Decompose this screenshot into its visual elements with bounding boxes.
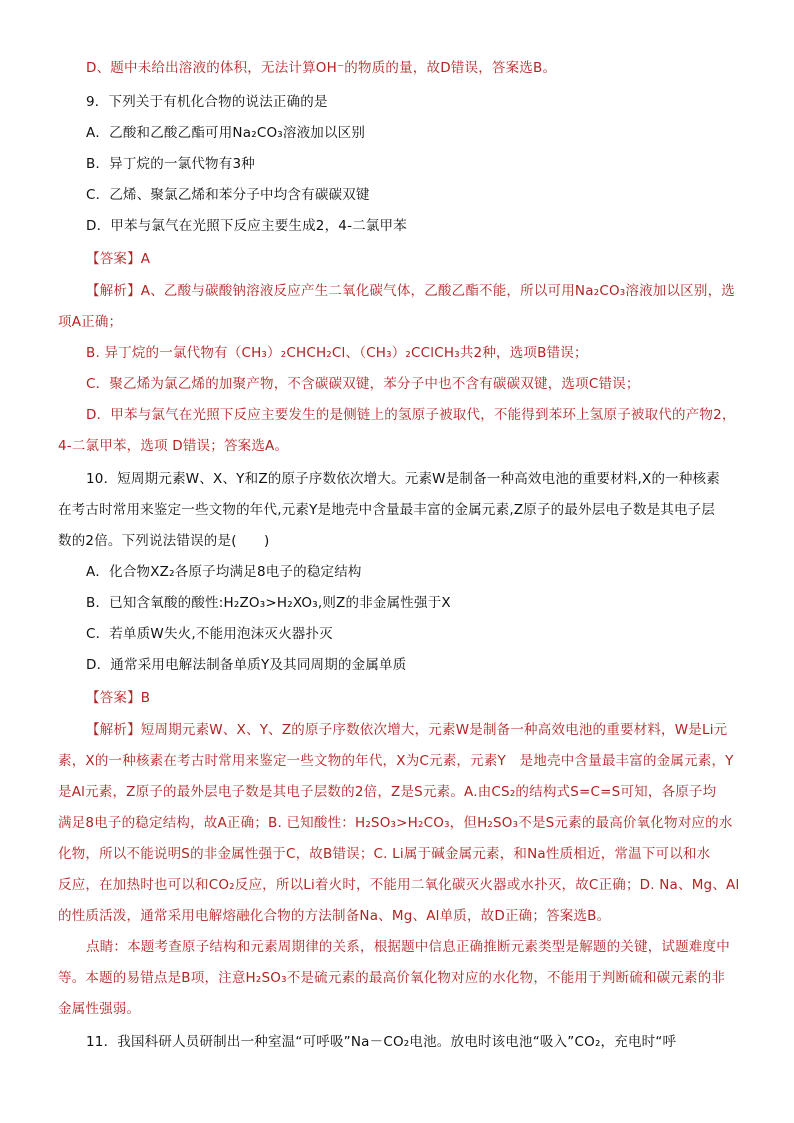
question-10-analysis-line-3: 是Al元素，Z原子的最外层电子数是其电子层数的2倍，Z是S元素。A.由CS₂的结构式S=C=S可知，各原子均 <box>58 784 717 800</box>
question-11-stem-line-1: 11．我国科研人员研制出一种室温“可呼吸”Na－CO₂电池。放电时该电池“吸入”CO₂，充电时“呼 <box>86 1034 677 1050</box>
question-10-stem-line-1: 10．短周期元素W、X、Y和Z的原子序数依次增大。元素W是制备一种高效电池的重要材料,X的一种核素 <box>86 471 720 487</box>
question-10-option-b: B．已知含氧酸的酸性:H₂ZO₃>H₂XO₃,则Z的非金属性强于X <box>86 595 451 611</box>
question-9-option-c: C．乙烯、聚氯乙烯和苯分子中均含有碳碳双键 <box>86 187 370 203</box>
question-9-analysis-line-2: 项A正确； <box>58 314 123 330</box>
question-9-analysis-b: B. 异丁烷的一氯代物有（CH₃）₂CHCH₂Cl、（CH₃）₂CClCH₃共2种，选项B错误； <box>86 345 588 361</box>
question-10-answer: 【答案】B <box>86 690 151 706</box>
question-10-analysis-line-4: 满足8电子的稳定结构，故A正确；B. 已知酸性：H₂SO₃>H₂CO₃，但H₂SO₃不是S元素的最高价氧化物对应的水 <box>58 815 733 831</box>
question-10-analysis-line-5: 化物，所以不能说明S的非金属性强于C，故B错误；C. Li属于碱金属元素，和Na性质相近，常温下可以和水 <box>58 846 711 862</box>
question-10-option-a: A．化合物XZ₂各原子均满足8电子的稳定结构 <box>86 564 362 580</box>
question-10-option-c: C．若单质W失火,不能用泡沫灭火器扑灭 <box>86 626 333 642</box>
question-10-analysis-line-1: 【解析】短周期元素W、X、Y、Z的原子序数依次增大，元素W是制备一种高效电池的重要材料，W是Li元 <box>86 722 728 738</box>
question-9-stem: 9．下列关于有机化合物的说法正确的是 <box>86 94 328 110</box>
question-9-option-a: A．乙酸和乙酸乙酯可用Na₂CO₃溶液加以区别 <box>86 125 366 141</box>
question-10-tip-line-3: 金属性强弱。 <box>58 1001 141 1017</box>
question-9-option-d: D．甲苯与氯气在光照下反应主要生成2，4-二氯甲苯 <box>86 218 407 234</box>
question-9-analysis-c: C．聚乙烯为氯乙烯的加聚产物，不含碳碳双键，苯分子中也不含有碳碳双键，选项C错误； <box>86 376 640 392</box>
question-10-stem-line-2: 在考古时常用来鉴定一些文物的年代,元素Y是地壳中含量最丰富的金属元素,Z原子的最外层电子数是其电子层 <box>58 502 716 518</box>
question-10-analysis-line-7: 的性质活泼，通常采用电解熔融化合物的方法制备Na、Mg、Al单质，故D正确；答案选B。 <box>58 908 611 924</box>
question-9-option-b: B．异丁烷的一氯代物有3种 <box>86 156 255 172</box>
question-10-stem-line-3: 数的2倍。下列说法错误的是( ) <box>58 533 270 549</box>
question-10-tip-line-2: 等。本题的易错点是B项，注意H₂SO₃不是硫元素的最高价氧化物对应的水化物，不能用于判断硫和碳元素的非 <box>58 970 726 986</box>
option-d-explanation-prev: D、题中未给出溶液的体积，无法计算OH⁻的物质的量，故D错误，答案选B。 <box>86 60 557 76</box>
question-10-option-d: D．通常采用电解法制备单质Y及其同周期的金属单质 <box>86 657 407 673</box>
question-10-tip-line-1: 点睛：本题考查原子结构和元素周期律的关系，根据题中信息正确推断元素类型是解题的关键，试题难度中 <box>86 939 730 955</box>
question-9-analysis-d-line-2: 4-二氯甲苯，选项 D错误；答案选A。 <box>58 438 289 454</box>
question-10-analysis-line-2: 素，X的一种核素在考古时常用来鉴定一些文物的年代，X为C元素，元素Y 是地壳中含量最丰富的金属元素，Y <box>58 753 734 769</box>
question-10-analysis-line-6: 反应，在加热时也可以和CO₂反应，所以Li着火时，不能用二氧化碳灭火器或水扑灭，故C正确；D. Na、Mg、Al <box>58 877 740 893</box>
question-9-answer: 【答案】A <box>86 251 151 267</box>
question-9-analysis-line-1: 【解析】A、乙酸与碳酸钠溶液反应产生二氧化碳气体，乙酸乙酯不能，所以可用Na₂CO₃溶液加以区别，选 <box>86 283 735 299</box>
question-9-analysis-d-line-1: D．甲苯与氯气在光照下反应主要发生的是侧链上的氢原子被取代，不能得到苯环上氢原子被取代的产物2， <box>86 407 736 423</box>
